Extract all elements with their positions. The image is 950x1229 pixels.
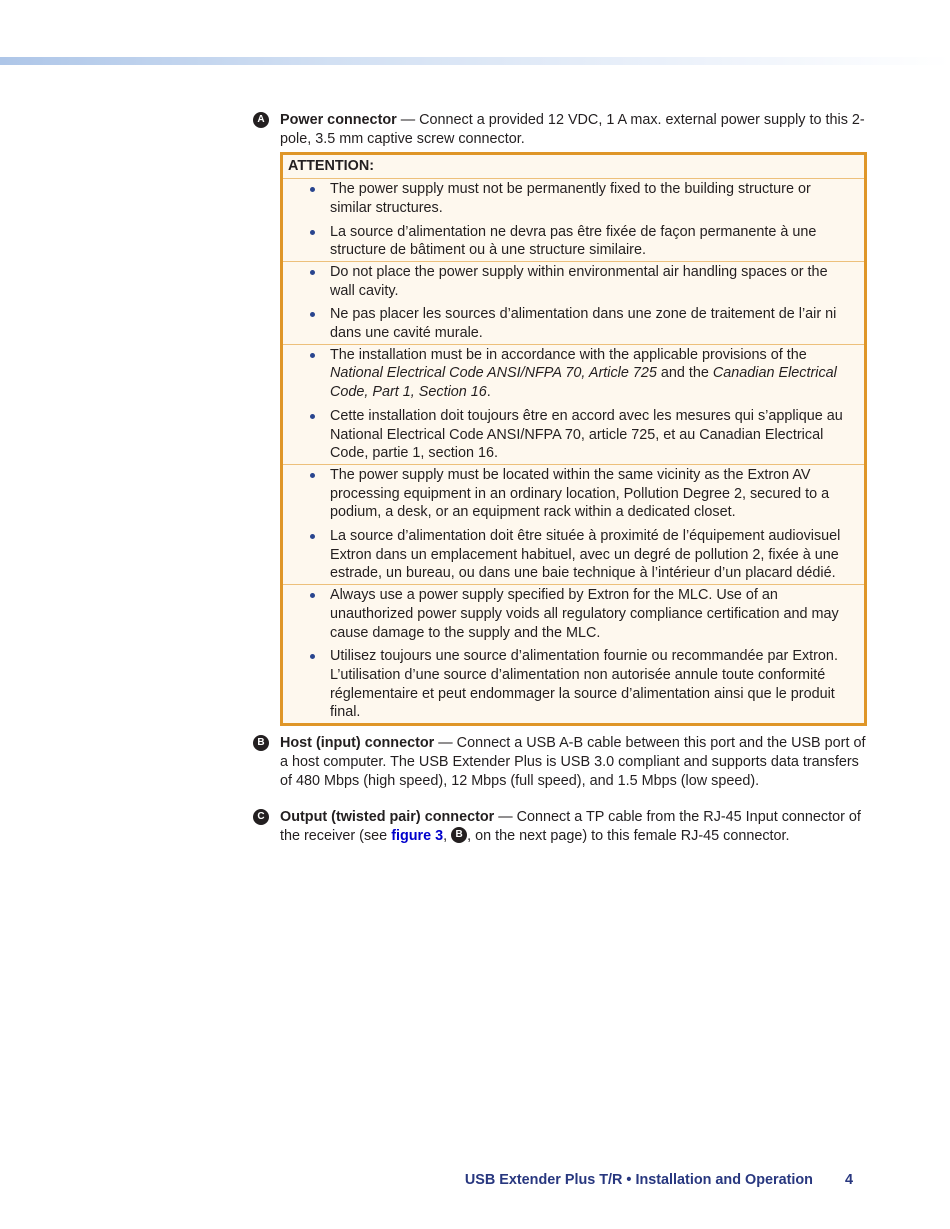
page-content [252, 111, 867, 846]
power-connector-title: Power connector [280, 112, 397, 128]
item-host-connector [252, 734, 867, 790]
attention-group-1 [283, 179, 864, 262]
bullet-text: and the [656, 365, 713, 382]
attention-bullet: Always use a power supply specified by Extron for the MLC. Use of an unauthorized power supply voids all regulatory compliance certification and may cause damage to the supply and the MLC. [308, 586, 854, 642]
figure-3-link[interactable]: figure 3 [391, 827, 444, 844]
output-connector-text: , [443, 827, 452, 844]
attention-box [280, 152, 867, 726]
attention-bullet: La source d’alimentation ne devra pas être fixée de façon permanente à une structure de bâtiment ou à une structure similaire. [308, 223, 854, 260]
bullet-text: . [486, 384, 491, 401]
header-gradient-bar [0, 57, 950, 65]
attention-bullet: The power supply must not be permanently fixed to the building structure or similar structures. [308, 180, 854, 217]
page-number: 4 [844, 1172, 853, 1188]
attention-bullet: Ne pas placer les sources d’alimentation dans une zone de traitement de l’air ni dans une cavité murale. [308, 305, 854, 342]
attention-bullet: Cette installation doit toujours être en accord avec les mesures qui s’applique au National Electrical Code ANSI/NFPA 70, article 725, et au Canadian Electrical Code, partie 1, section 16. [308, 407, 854, 463]
output-connector-text: — Connect a TP cable from the RJ-45 Input connector of the receiver (see [280, 809, 861, 844]
attention-bullet: The power supply must be located within the same vicinity as the Extron AV processing equipment in an ordinary location, Pollution Degree 2, secured to a podium, a desk, or an equipment rack within a dedicated closet. [308, 466, 854, 522]
nec-reference: National Electrical Code ANSI/NFPA 70, Article 725 [330, 365, 657, 382]
attention-group-2 [283, 262, 864, 345]
bullet-text: The installation must be in accordance with the applicable provisions of the [330, 346, 807, 363]
footer-title: USB Extender Plus T/R • Installation and Operation [464, 1172, 813, 1188]
item-output-connector [252, 808, 867, 845]
callout-a-badge: A [253, 112, 269, 128]
host-connector-title: Host (input) connector [280, 735, 435, 752]
item-power-connector [252, 111, 867, 148]
cec-reference: Canadian Electrical Code, Part 1, Section 16 [330, 365, 837, 401]
callout-b-badge: B [253, 735, 269, 751]
power-connector-text: — Connect a provided 12 VDC, 1 A max. external power supply to this 2-pole, 3.5 mm captive screw connector. [280, 112, 865, 147]
attention-bullet: La source d’alimentation doit être située à proximité de l’équipement audiovisuel Extron dans un emplacement habituel, avec un degré de pollution 2, fixée à une estrade, un bureau, ou dans une baie technique à l’intérieur d’un placard dédié. [308, 527, 854, 583]
attention-heading: ATTENTION: [283, 155, 864, 179]
page-footer [465, 1171, 853, 1190]
callout-b-ref-badge: B [451, 827, 467, 843]
attention-group-4 [283, 465, 864, 585]
attention-bullet: Do not place the power supply within environmental air handling spaces or the wall cavity. [308, 263, 854, 300]
output-connector-text: , on the next page) to this female RJ-45 connector. [467, 827, 790, 844]
output-connector-title: Output (twisted pair) connector [280, 809, 495, 826]
attention-bullet [308, 346, 854, 402]
attention-bullet: Utilisez toujours une source d’alimentation fournie ou recommandée par Extron. L’utilisation d’une source d’alimentation non autorisée annule toute conformité réglementaire et peut endommager la source d’alimentation ainsi que le produit final. [308, 647, 854, 722]
host-connector-text: — Connect a USB A-B cable between this port and the USB port of a host computer. The USB Extender Plus is USB 3.0 compliant and supports data transfers of 480 Mbps (high speed), 12 Mbps (full speed), and 1.5 Mbps (low speed). [280, 735, 866, 789]
attention-group-5 [283, 585, 864, 723]
attention-group-3 [283, 345, 864, 465]
callout-c-badge: C [253, 809, 269, 825]
